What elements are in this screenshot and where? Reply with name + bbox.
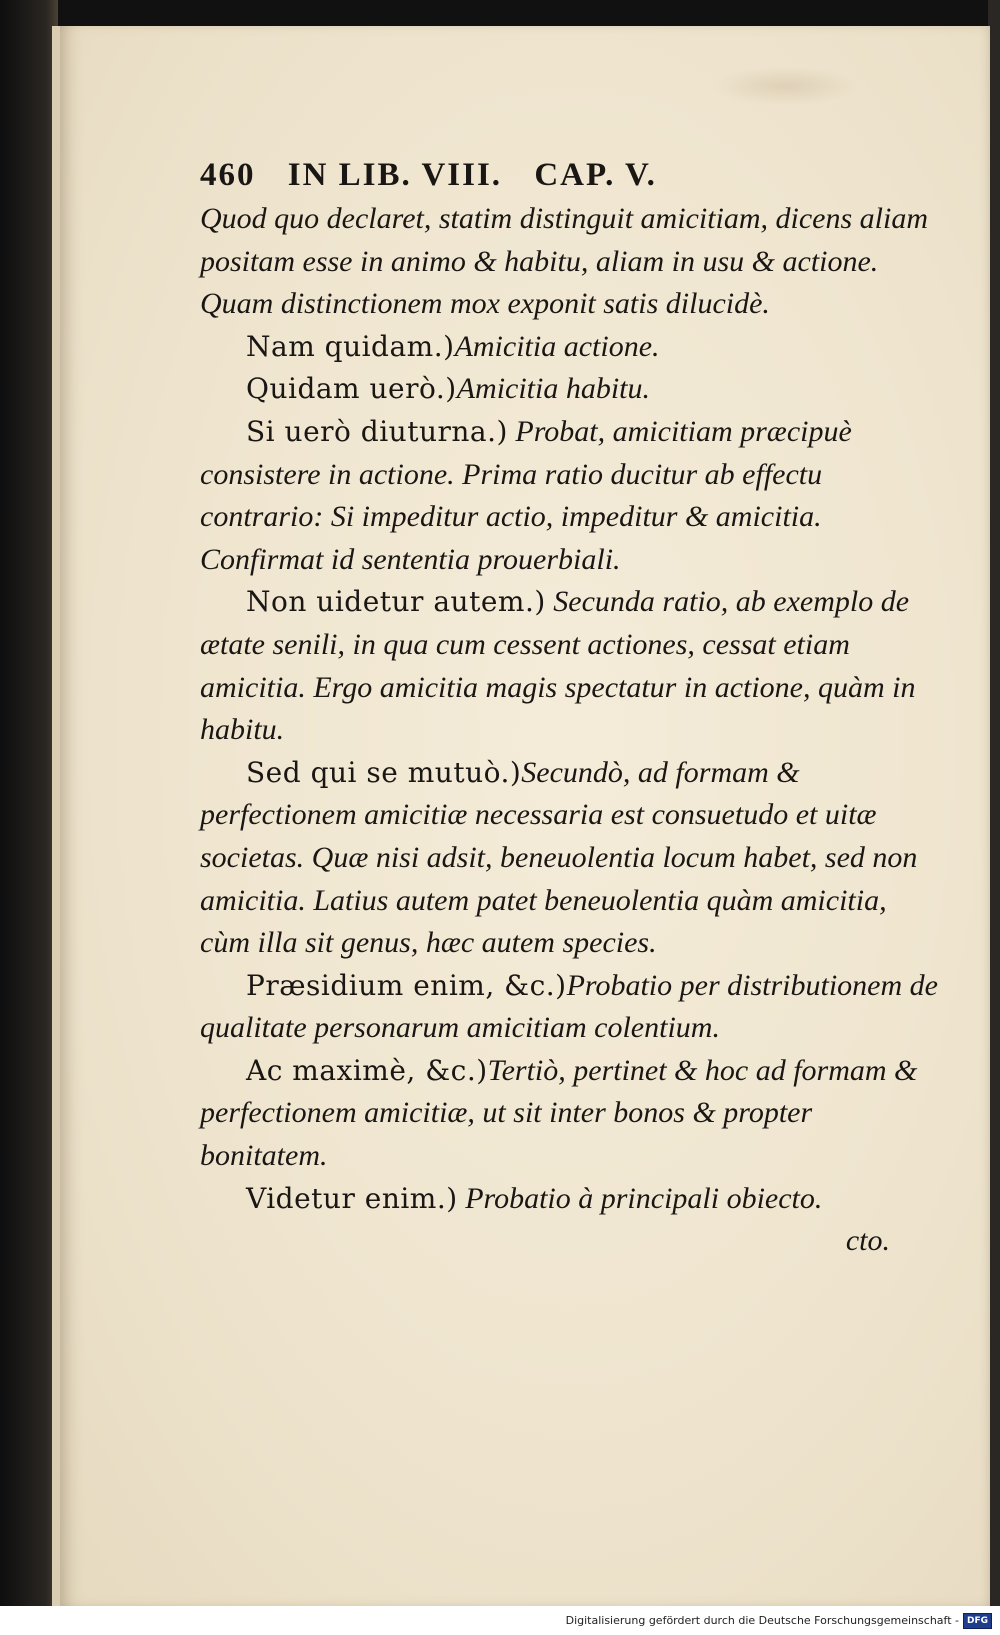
lemma: Quidam uerò.) xyxy=(246,372,457,406)
scan-left-border xyxy=(0,0,58,1635)
paragraph-quidam-uero xyxy=(200,368,940,411)
digitization-footer xyxy=(0,1606,1000,1635)
paragraph-text: Amicitia actione. xyxy=(454,329,660,363)
lemma: Videtur enim.) xyxy=(246,1181,458,1215)
paragraph-text: Probatio per distributionem de qualitate personarum amicitiam colentium. xyxy=(200,968,938,1045)
paragraph-intro xyxy=(200,198,940,326)
lemma: Ac maximè, &c.) xyxy=(246,1053,488,1087)
paragraph-text: Quod quo declaret, statim distinguit amicitiam, dicens aliam positam esse in animo & habitu, aliam in usu & actione. Quam distinctionem mox exponit satis dilucidè. xyxy=(200,202,928,321)
paragraph-text: Probat, amicitiam præcipuè consistere in actione. Prima ratio ducitur ab effectu contrario: Si impeditur actio, impeditur & amicitia. Confirmat id sententia prouerbiali. xyxy=(200,414,852,576)
paper-stain xyxy=(710,66,860,106)
paragraph-sed-qui xyxy=(200,752,940,965)
lemma: Nam quidam.) xyxy=(246,329,455,363)
paragraph-nam-quidam xyxy=(200,326,940,369)
paragraph-text: Tertiò, pertinet & hoc ad formam & perfectionem amicitiæ, ut sit inter bonos & propter bonitatem. xyxy=(200,1053,918,1173)
paragraph-si-uero xyxy=(200,411,940,581)
page-number: 460 xyxy=(200,157,256,193)
running-header xyxy=(200,152,940,198)
lemma: Præsidium enim, &c.) xyxy=(246,968,567,1002)
paragraph-text: Secunda ratio, ab exemplo de ætate senili, in qua cum cessent actiones, cessat etiam amicitia. Ergo amicitia magis spectatur in actione, quàm in habitu. xyxy=(200,585,916,747)
paragraph-text: Amicitia habitu. xyxy=(456,372,651,406)
footer-credit: Digitalisierung gefördert durch die Deutsche Forschungsgemeinschaft - xyxy=(565,1614,959,1627)
page-text-block xyxy=(200,152,940,1262)
paragraph-non-uidetur xyxy=(200,581,940,751)
paragraph-text: Secundò, ad formam & perfectionem amicitiæ necessaria est consuetudo et uitæ societas. Quæ nisi adsit, beneuolentia locum habet, sed non amicitia. Latius autem patet beneuolentia quàm amicitia, cùm illa sit genus, hæc autem species. xyxy=(200,755,918,960)
catchword: cto. xyxy=(845,1224,890,1258)
paragraph-ac-maxime xyxy=(200,1050,940,1178)
paragraph-text: Probatio à principali obiecto. xyxy=(465,1181,823,1215)
chapter-reference: CAP. V. xyxy=(534,157,657,193)
lemma: Non uidetur autem.) xyxy=(246,585,546,619)
paragraph-praesidium xyxy=(200,965,940,1050)
lemma: Sed qui se mutuò.) xyxy=(246,755,522,789)
lemma: Si uerò diuturna.) xyxy=(246,414,508,448)
dfg-logo-icon: DFG xyxy=(963,1613,992,1629)
paragraph-videtur xyxy=(200,1178,940,1221)
scan-top-border xyxy=(0,0,1000,28)
book-reference: IN LIB. VIII. xyxy=(287,157,503,193)
